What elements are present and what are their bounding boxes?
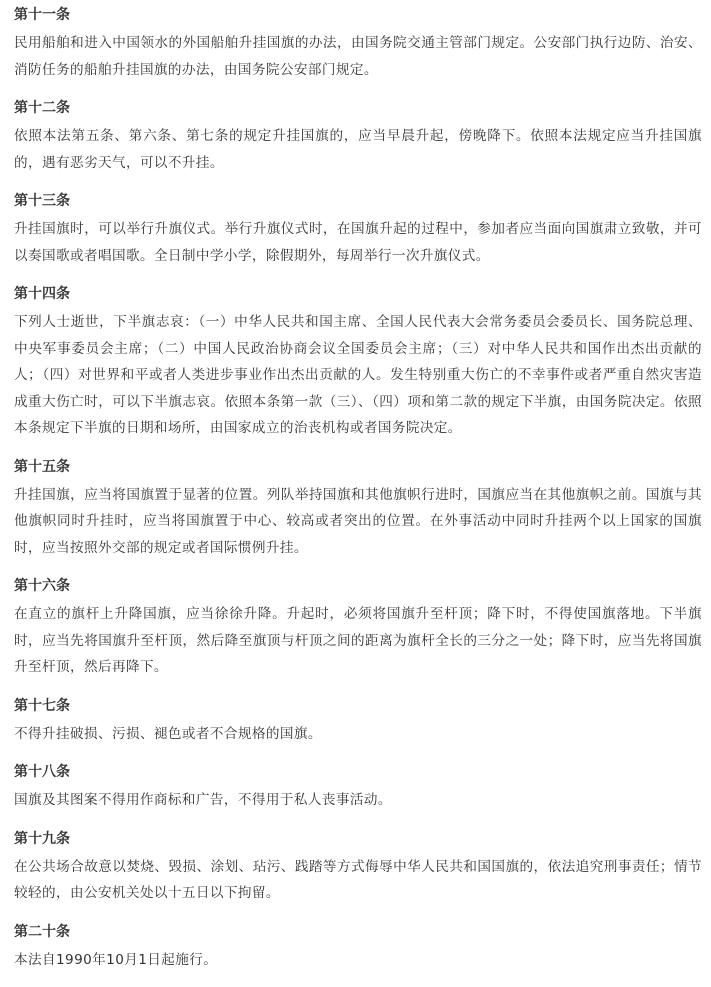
article-text: 本法自1990年10月1日起施行。 [14,951,218,968]
article-11 [14,4,702,83]
article-13 [14,190,702,269]
article-text: 不得升挂破损、污损、褪色或者不合规格的国旗。 [14,725,322,742]
article-title: 第十七条 [14,697,70,714]
article-title: 第十八条 [14,764,70,780]
article-14 [14,283,702,442]
article-text: 在直立的旗杆上升降国旗，应当徐徐升降。升起时，必须将国旗升至杆顶；降下时，不得使国旗落地。下半旗时，应当先将国旗升至杆顶，然后降至旗顶与杆顶之间的距离为旗杆全长的三分之一处；降下时，应当先将国旗升至杆顶，然后再降下。 [14,606,702,675]
article-text: 升挂国旗时，可以举行升旗仪式。举行升旗仪式时，在国旗升起的过程中，参加者应当面向国旗肃立致敬，并可以奏国歌或者唱国歌。全日制中学小学，除假期外，每周举行一次升旗仪式。 [14,221,702,264]
article-title: 第十六条 [14,578,70,594]
article-text: 依照本法第五条、第六条、第七条的规定升挂国旗的，应当早晨升起，傍晚降下。依照本法规定应当升挂国旗的，遇有恶劣天气，可以不升挂。 [14,128,702,171]
article-title: 第十三条 [14,193,70,209]
article-title: 第十二条 [14,100,70,116]
law-document [14,4,702,987]
article-title: 第十九条 [14,830,70,847]
article-20 [14,921,702,974]
article-text: 国旗及其图案不得用作商标和广告，不得用于私人丧事活动。 [14,792,392,808]
article-15 [14,456,702,562]
article-title: 第十四条 [14,286,70,302]
article-text: 升挂国旗，应当将国旗置于显著的位置。列队举持国旗和其他旗帜行进时，国旗应当在其他旗帜之前。国旗与其他旗帜同时升挂时，应当将国旗置于中心、较高或者突出的位置。在外事活动中同时升挂两个以上国家的国旗时，应当按照外交部的规定或者国际惯例升挂。 [14,486,702,556]
article-19 [14,828,702,907]
article-text: 在公共场合故意以焚烧、毁损、涂划、玷污、践踏等方式侮辱中华人民共和国国旗的，依法追究刑事责任；情节较轻的，由公安机关处以十五日以下拘留。 [14,858,702,901]
article-title: 第十五条 [14,458,70,475]
article-18 [14,761,702,814]
article-12 [14,97,702,176]
article-16 [14,575,702,681]
article-text: 下列人士逝世，下半旗志哀：（一）中华人民共和国主席、全国人民代表大会常务委员会委员长、国务院总理、中央军事委员会主席；（二）中国人民政治协商会议全国委员会主席；（三）对中华人民共和国作出杰出贡献的人；（四）对世界和平或者人类进步事业作出杰出贡献的人。发生特别重大伤亡的不幸事件或者严重自然灾害造成重大伤亡时，可以下半旗志哀。依照本条第一款（三）、（四）项和第二款的规定下半旗，由国务院决定。依照本条规定下半旗的日期和场所，由国家成立的治丧机构或者国务院决定。 [14,314,702,436]
article-text: 民用船舶和进入中国领水的外国船舶升挂国旗的办法，由国务院交通主管部门规定。公安部门执行边防、治安、消防任务的船舶升挂国旗的办法，由国务院公安部门规定。 [14,35,702,78]
article-title: 第十一条 [14,7,70,23]
article-title: 第二十条 [14,923,70,940]
article-17 [14,695,702,748]
